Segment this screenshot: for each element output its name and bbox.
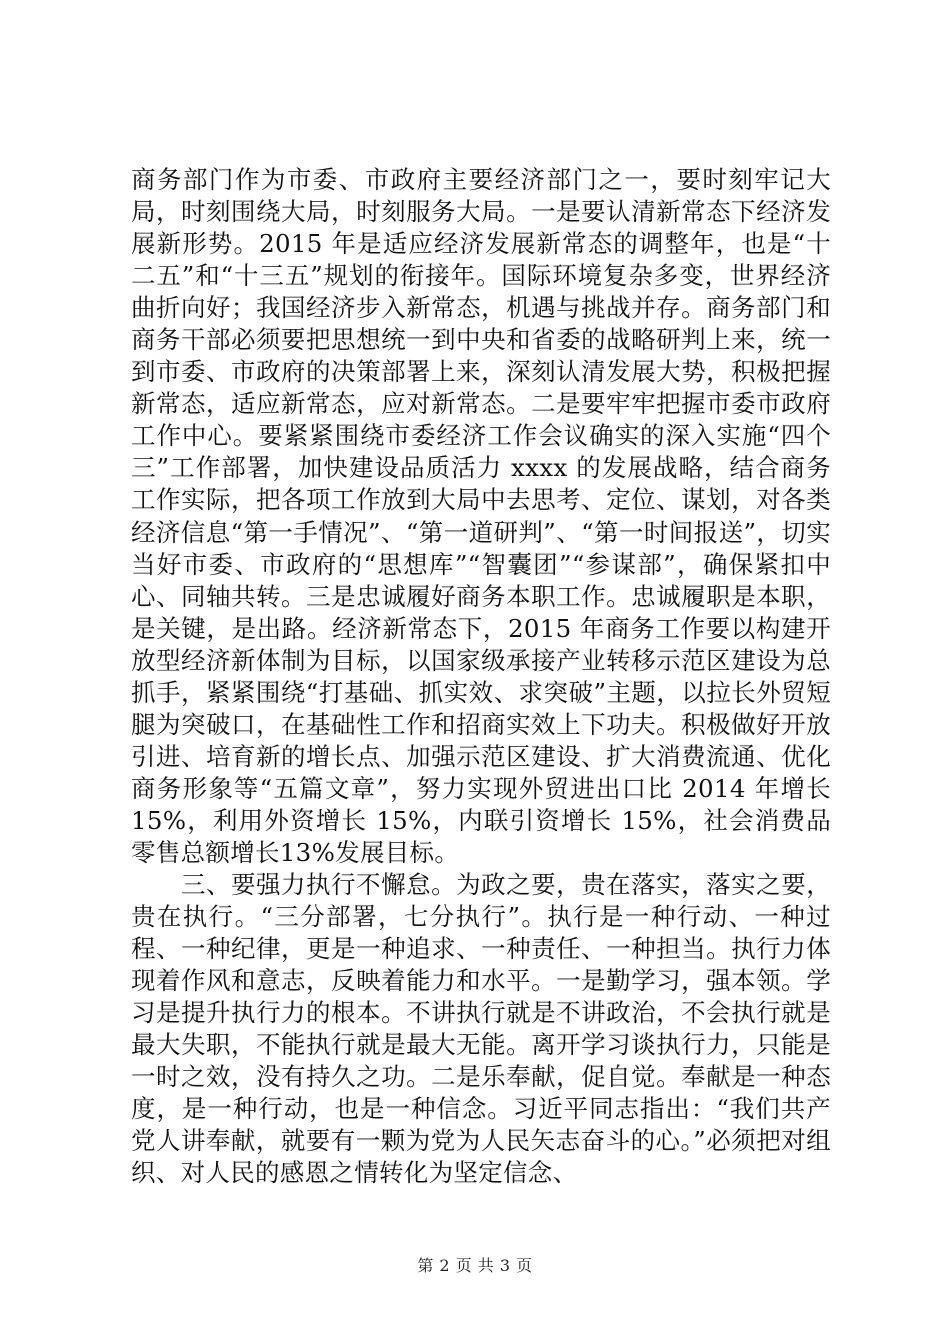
paragraph-1: 商务部门作为市委、市政府主要经济部门之一，要时刻牢记大局，时刻围绕大局，时刻服务大局。一是要认清新常态下经济发展新形势。2015 年是适应经济发展新常态的调整年，也是“十二五”和“十三五”规划的衔接年。国际环境复杂多变，世界经济曲折向好；我国经济步入新常态，机遇与挑战并存。商务部门和商务干部必须要把思想统一到中央和省委的战略研判上来，统一到市委、市政府的决策部署上来，深刻认清发展大势，积极把握新常态，适应新常态，应对新常态。二是要牢牢把握市委市政府工作中心。要紧紧围绕市委经济工作会议确实的深入实施“四个三”工作部署，加快建设品质活力 xxxx 的发展战略，结合商务工作实际，把各项工作放到大局中去思考、定位、谋划，对各类经济信息“第一手情况”、“第一道研判”、“第一时间报送”，切实当好市委、市政府的“思想库”“智囊团”“参谋部”，确保紧扣中心、同轴共转。三是忠诚履好商务本职工作。忠诚履职是本职，是关键，是出路。经济新常态下，2015 年商务工作要以构建开放型经济新体制为目标，以国家级承接产业转移示范区建设为总抓手，紧紧围绕“打基础、抓实效、求突破”主题，以拉长外贸短腿为突破口，在基础性工作和招商实效上下功夫。积极做好开放引进、培育新的增长点、加强示范区建设、扩大消费流通、优化商务形象等“五篇文章”，努力实现外贸进出口比 2014 年增长 15%，利用外资增长 15%，内联引资增长 15%，社会消费品零售总额增长13%发展目标。 bbox=[131, 165, 832, 867]
document-body bbox=[131, 164, 831, 1190]
paragraph-2: 三、要强力执行不懈怠。为政之要，贵在落实，落实之要，贵在执行。“三分部署，七分执行”。执行是一种行动、一种过程、一种纪律，更是一种追求、一种责任、一种担当。执行力体现着作风和意志，反映着能力和水平。一是勤学习，强本领。学习是提升执行力的根本。不讲执行就是不讲政治，不会执行就是最大失职，不能执行就是最大无能。离开学习谈执行力，只能是一时之效，没有持久之功。二是乐奉献，促自觉。奉献是一种态度，是一种行动，也是一种信念。习近平同志指出：“我们共产党人讲奉献，就要有一颗为党为人民矢志奋斗的心。”必须把对组织、对人民的感恩之情转化为坚定信念、 bbox=[131, 870, 831, 1188]
page-footer: 第 2 页 共 3 页 bbox=[417, 1256, 533, 1275]
